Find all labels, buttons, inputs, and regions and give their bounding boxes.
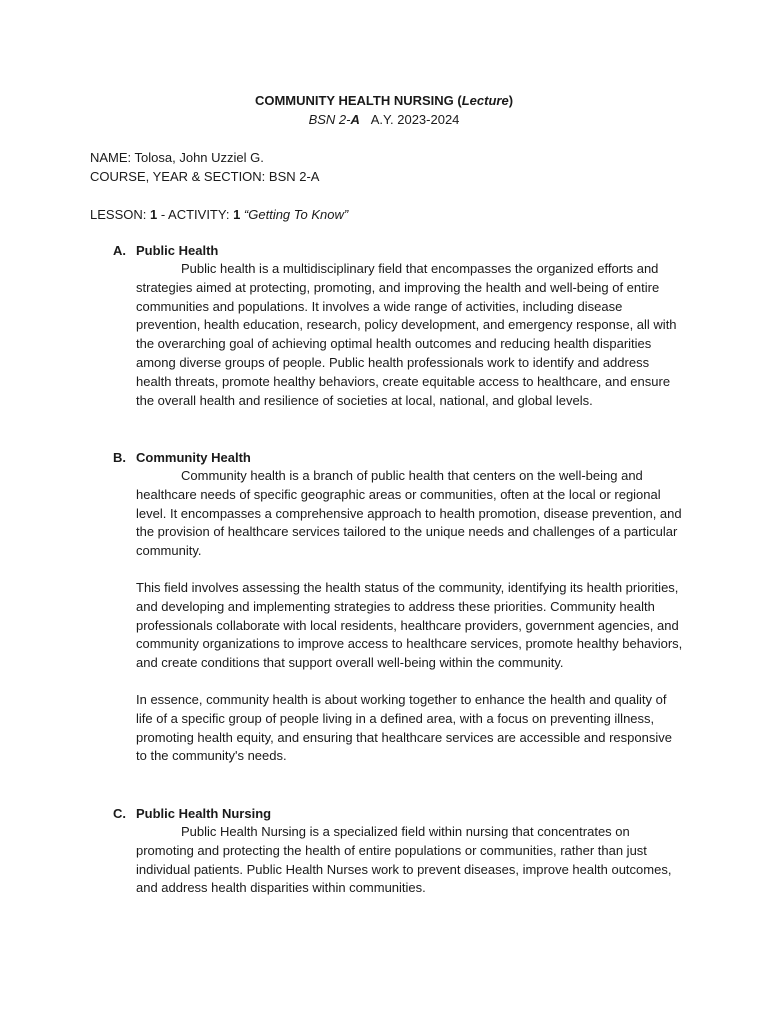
section-heading: [113, 805, 683, 823]
lesson-line: [90, 207, 348, 222]
section-paragraph: In essence, community health is about working together to enhance the health and quality of life of a specific group of people living in a defined area, with a focus on preventing illness, promoting health equity, and ensuring that healthcare services are accessible and responsive to the community's needs.: [136, 691, 672, 764]
activity-label: - ACTIVITY:: [157, 207, 234, 222]
subtitle-year: A.Y. 2023-2024: [370, 112, 460, 127]
section-paragraph: Public Health Nursing is a specialized field within nursing that concentrates on promoting and protecting the health of entire populations or communities, rather than just individual patients. Public Health Nurses work to prevent diseases, improve health outcomes, and address health disparities within communities.: [136, 824, 672, 896]
section-paragraph: Community health is a branch of public health that centers on the well-being and healthcare needs of specific geographic areas or communities, often at the local or regional level. It encompasses a comprehensive approach to health promotion, disease prevention, and the provision of healthcare services tailored to the unique needs and challenges of a particular community.: [136, 468, 682, 559]
section-letter: B.: [113, 450, 126, 465]
title-close: ): [508, 93, 514, 108]
section-paragraph: Public health is a multidisciplinary field that encompasses the organized efforts and strategies aimed at protecting, promoting, and improving the health and well-being of entire communities and populations. It involves a wide range of activities, including disease prevention, health education, research, policy development, and emergency response, all with the overarching goal of achieving optimal health outcomes and reducing health disparities among diverse groups of people. Public health professionals work to identify and address health threats, promote healthy behaviors, create equitable access to healthcare, and ensure the overall health and resilience of societies at local, national, and global levels.: [136, 261, 677, 408]
section-public-health-nursing: [113, 805, 683, 898]
section-title: Public Health Nursing: [136, 806, 272, 821]
activity-number: 1: [233, 207, 241, 222]
section-paragraph: This field involves assessing the health status of the community, identifying its health priorities, and developing and implementing strategies to address these priorities. Community health professionals collaborate with local residents, healthcare providers, government agencies, and community organizations to improve access to healthcare services, promote healthy behaviors, and create conditions that support overall well-being within the community.: [136, 579, 683, 671]
section-letter: C.: [113, 806, 126, 821]
section-community-health: [113, 449, 683, 766]
document-subtitle: [0, 112, 768, 127]
document-title: [0, 93, 768, 108]
subtitle-section: A: [350, 112, 360, 127]
section-letter: A.: [113, 243, 126, 258]
section-public-health: [113, 242, 683, 410]
subtitle-program: BSN 2-: [308, 112, 351, 127]
lesson-label: LESSON:: [90, 207, 150, 222]
title-italic: Lecture: [461, 93, 509, 108]
student-name: NAME: Tolosa, John Uzziel G.: [90, 150, 264, 165]
student-course: COURSE, YEAR & SECTION: BSN 2-A: [90, 169, 320, 184]
activity-title: “Getting To Know”: [243, 207, 349, 222]
section-heading: [113, 449, 683, 467]
section-title: Community Health: [136, 450, 251, 465]
section-title: Public Health: [136, 243, 219, 258]
title-main: COMMUNITY HEALTH NURSING (: [254, 93, 462, 108]
section-heading: [113, 242, 683, 260]
lesson-number: 1: [149, 207, 158, 222]
